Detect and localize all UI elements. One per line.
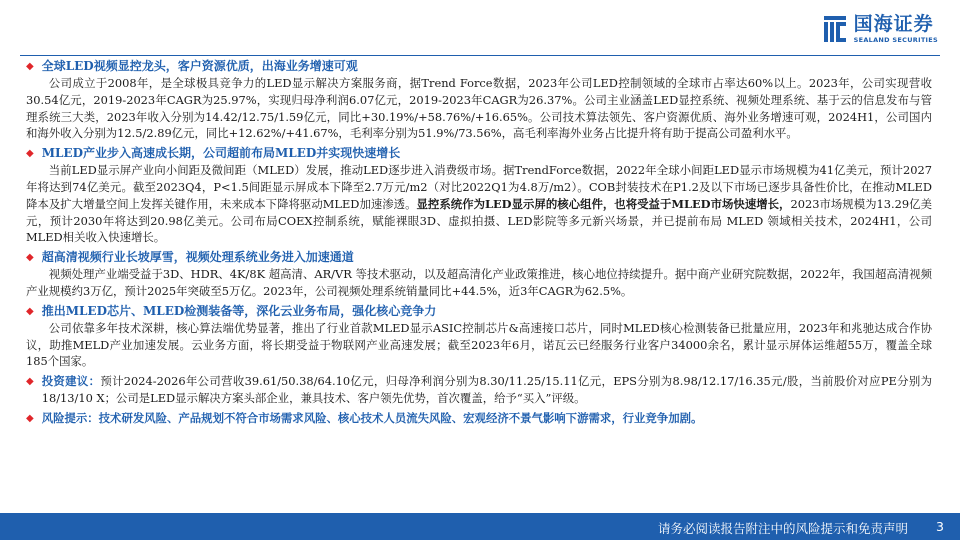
section-paragraph: 公司依靠多年技术深耕，核心算法端优势显著，推出了行业首款MLED显示ASIC控制芯片&高速接口芯片，同时MLED核心检测装备已批量应用，2023年和兆驰达成合作协议，助推MELD产业加速发展。云业务方面，将长期受益于物联网产业高速发展；截至2023年6月，诺瓦云已经服务行业客户34000余名，累计显示屏体运维超55万，覆盖全球185个国家。 — [26, 320, 932, 369]
page-number: 3 — [936, 519, 944, 534]
diamond-icon: ◆ — [26, 376, 34, 388]
section-paragraph: 公司成立于2008年，是全球极具竞争力的LED显示解决方案服务商，据Trend Force数据，2023年公司LED控制领域的全球市占率达60%以上。2023年，公司实现营收30.54亿元，2019-2023年CAGR为25.97%，实现归母净利润6.07亿元，2019-2023年CAGR为26.37%。公司主业涵盖LED显控系统、视频处理系统、基于云的信息发布与管理系统三大类，2023年收入分别为14.42/12.75/1.59亿元，同比+30.19%/+58.76%/+16.65%。公司技术算法领先、客户资源优质、海外业务增速可观，2024H1，公司国内和海外收入分别为12.5/2.89亿元，同比+12.62%/+41.67%，毛利率分别为51.9%/73.56%，高毛利率海外业务占比提升将有助于提高公司盈利水平。 — [26, 76, 932, 141]
investment-text: 预计2024-2026年公司营收39.61/50.38/64.10亿元，归母净利润分别为8.30/11.25/15.11亿元，EPS分别为8.98/12.17/16.35元/股，当前股价对应PE分别为18/13/10 X；公司是LED显示解决方案头部企业，兼具技术、客户领先优势，首次覆盖，给予“买入”评级。 — [41, 374, 932, 405]
section-paragraph: 视频处理产业端受益于3D、HDR、4K/8K 超高清、AR/VR 等技术驱动，以及超高清化产业政策推进，核心地位持续提升。据中商产业研究院数据，2022年，我国超高清视频产业规模约3万亿，预计2025年突破至5万亿。2023年，公司视频处理系统销量同比+44.5%，近3年CAGR为62.5%。 — [26, 267, 932, 298]
section-investment — [26, 373, 932, 407]
section-title-text: 超高清视频行业长坡厚雪，视频处理系统业务进入加速通道 — [41, 250, 354, 265]
section-mled — [26, 145, 932, 246]
section-title-text: 推出MLED芯片、MLED检测装备等，深化云业务布局，强化核心竞争力 — [41, 303, 437, 318]
footer-disclaimer: 请务必阅读报告附注中的风险提示和免责声明 — [657, 521, 908, 536]
paragraph-text: 当前LED显示屏产业向小间距及微间距（MLED）发展，推动LED逐步进入消费级市场。据TrendForce数据，2022年全球小间距LED显示市场规模为41亿美元，预计2027年将达到74亿美元。截至2023Q4，P<1.5间距显示屏成本下降至2.7万元/m2（对比2022Q1为4.8万/m2）。COB封装技术在P1.2及以下市场已逐步具备性价比，在推动MLED降本及扩大增量空间上发挥关键作用，未来成本下降将驱动MLED加速渗透。 — [26, 163, 932, 211]
section-global-led — [26, 58, 932, 142]
diamond-icon: ◆ — [26, 305, 34, 317]
section-risk — [26, 410, 932, 427]
paragraph-text: 2023市场规模为13.29亿美元，预计2030年将达到20.98亿美元。公司布局COEX控制系统，赋能裸眼3D、虚拟拍摄、LED影院等多元新兴场景，并已提前布局 MLED 领域相关技术，2024H1，公司MLED相关收入快速增长。 — [26, 196, 932, 245]
brand-name-en: SEALAND SECURITIES — [853, 35, 938, 44]
section-title — [26, 58, 932, 75]
section-title-text: MLED产业步入高速成长期，公司超前布局MLED并实现快速增长 — [41, 146, 401, 161]
header-divider — [20, 55, 940, 56]
risk-paragraph: 风险提示：技术研发风险、产品规划不符合市场需求风险、核心技术人员流失风险、宏观经济不景气影响下游需求，行业竞争加剧。 — [41, 410, 703, 425]
diamond-icon: ◆ — [26, 252, 34, 264]
section-mled-chip — [26, 303, 932, 370]
paragraph-highlight: 显控系统作为LED显示屏的核心组件，也将受益于MLED市场快速增长， — [416, 196, 791, 211]
brand-name-cn: 国海证券 — [853, 12, 934, 35]
investment-paragraph — [42, 373, 932, 407]
sealand-logo-icon — [822, 14, 848, 44]
section-title-text: 全球LED视频显控龙头，客户资源优质，出海业务增速可观 — [41, 59, 358, 73]
diamond-icon: ◆ — [26, 412, 34, 424]
footer-bar — [0, 513, 960, 540]
section-title — [26, 145, 932, 162]
section-title — [26, 249, 932, 266]
investment-label: 投资建议： — [41, 374, 101, 389]
section-uhd-video — [26, 249, 932, 300]
diamond-icon: ◆ — [26, 148, 34, 160]
report-body — [26, 58, 932, 430]
section-title — [26, 303, 932, 320]
section-paragraph — [26, 162, 932, 246]
brand-logo — [822, 14, 938, 44]
diamond-icon: ◆ — [26, 61, 34, 72]
